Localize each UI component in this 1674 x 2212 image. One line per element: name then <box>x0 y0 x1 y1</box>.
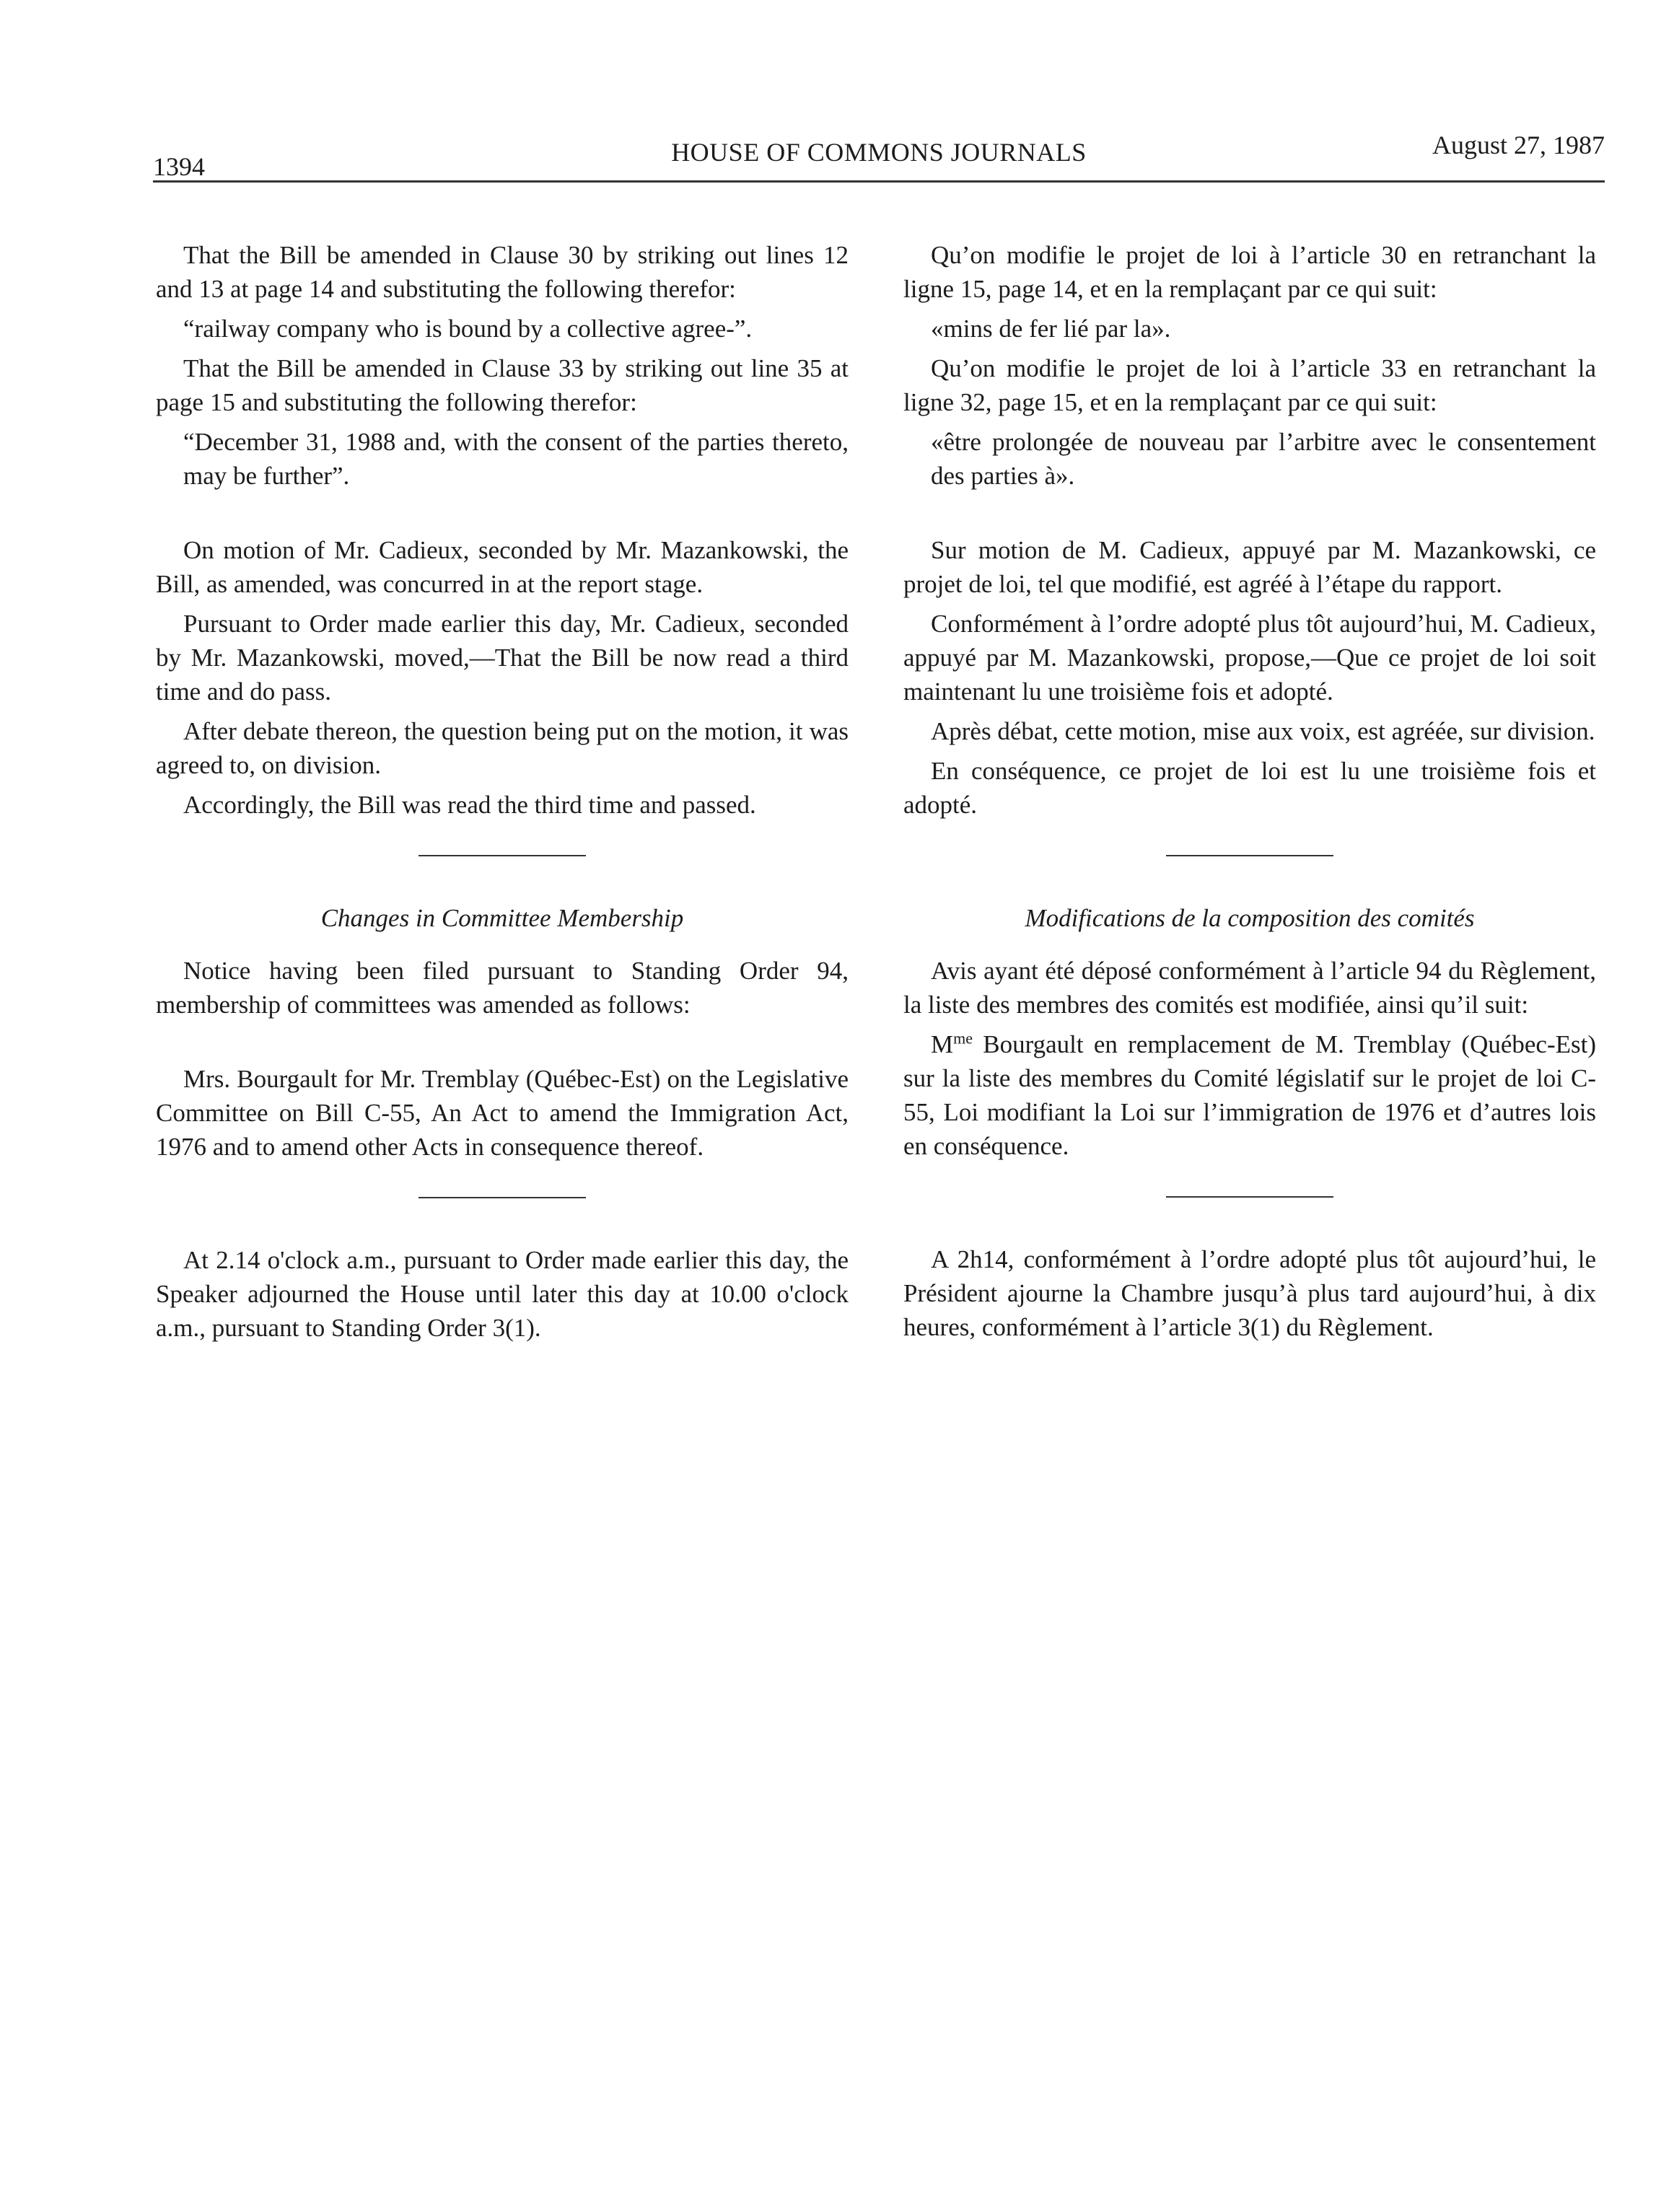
french-column <box>903 238 1596 1350</box>
en-separator <box>418 855 586 856</box>
journal-title: HOUSE OF COMMONS JOURNALS <box>671 138 1087 167</box>
header-rule <box>153 180 1605 183</box>
fr-amend-clause33: Qu’on modifie le projet de loi à l’article 33 en retranchant la ligne 32, page 15, et en la remplaçant par ce qui suit: <box>903 354 1596 416</box>
fr-adjournment: A 2h14, conformément à l’ordre adopté plus tôt aujourd’hui, le Président ajourne la Chambre jusqu’à plus tard aujourd’hui, à dix heures, conformément à l’article 3(1) du Règlement. <box>903 1245 1596 1341</box>
fr-membership-change <box>903 1027 1596 1163</box>
en-separator <box>418 1197 586 1198</box>
fr-quote-clause30: «mins de fer lié par la». <box>931 315 1171 343</box>
fr-notice: Avis ayant été déposé conformément à l’article 94 du Règlement, la liste des membres des comités est modifiée, ainsi qu’il suit: <box>903 957 1596 1019</box>
english-column <box>156 238 849 1351</box>
en-committee-heading: Changes in Committee Membership <box>320 904 684 932</box>
en-amend-clause30: That the Bill be amended in Clause 30 by striking out lines 12 and 13 at page 14 and substituting the following therefor: <box>156 241 849 303</box>
fr-quote-clause33: «être prolongée de nouveau par l’arbitre avec le consentement des parties à». <box>931 428 1596 490</box>
fr-membership-title: M <box>931 1030 954 1058</box>
en-notice: Notice having been filed pursuant to Standing Order 94, membership of committees was amended as follows: <box>156 957 849 1019</box>
fr-accordingly: En conséquence, ce projet de loi est lu une troisième fois et adopté. <box>903 757 1596 819</box>
fr-membership-title-sup: me <box>953 1029 973 1048</box>
page-number: 1394 <box>153 152 205 181</box>
fr-spacer <box>903 499 1596 533</box>
fr-amend-clause30: Qu’on modifie le projet de loi à l’article 30 en retranchant la ligne 15, page 14, et en la remplaçant par ce qui suit: <box>903 241 1596 303</box>
en-spacer <box>156 1027 849 1062</box>
en-amend-clause33: That the Bill be amended in Clause 33 by striking out line 35 at page 15 and substituting the following therefor: <box>156 354 849 416</box>
en-motion-concurred: On motion of Mr. Cadieux, seconded by Mr. Mazankowski, the Bill, as amended, was concurred in at the report stage. <box>156 536 849 598</box>
fr-motion-concurred: Sur motion de M. Cadieux, appuyé par M. Mazankowski, ce projet de loi, tel que modifié, est agréé à l’étape du rapport. <box>903 536 1596 598</box>
fr-separator <box>1166 855 1333 856</box>
journal-date: August 27, 1987 <box>1432 131 1605 159</box>
en-third-reading-motion: Pursuant to Order made earlier this day, Mr. Cadieux, seconded by Mr. Mazankowski, moved,—That the Bill be now read a third time and do pass. <box>156 610 849 706</box>
en-after-debate: After debate thereon, the question being put on the motion, it was agreed to, on division. <box>156 717 849 779</box>
en-quote-clause30: “railway company who is bound by a collective agree-”. <box>183 315 753 343</box>
en-membership-change: Mrs. Bourgault for Mr. Tremblay (Québec-Est) on the Legislative Committee on Bill C-55, An Act to amend the Immigration Act, 1976 and to amend other Acts in consequence thereof. <box>156 1065 849 1161</box>
fr-separator <box>1166 1196 1333 1198</box>
fr-committee-heading: Modifications de la composition des comités <box>1025 904 1475 932</box>
en-quote-clause33: “December 31, 1988 and, with the consent of the parties thereto, may be further”. <box>183 428 849 490</box>
fr-after-debate: Après débat, cette motion, mise aux voix, est agréée, sur division. <box>931 717 1595 745</box>
en-spacer <box>156 499 849 533</box>
en-adjournment: At 2.14 o'clock a.m., pursuant to Order made earlier this day, the Speaker adjourned the House until later this day at 10.00 o'clock a.m., pursuant to Standing Order 3(1). <box>156 1246 849 1342</box>
en-accordingly: Accordingly, the Bill was read the third time and passed. <box>183 791 756 819</box>
fr-membership-text: Bourgault en remplacement de M. Tremblay (Québec-Est) sur la liste des membres du Comité législatif sur le projet de loi C-55, Loi modifiant la Loi sur l’immigration de 1976 et d’autres lois en conséquence. <box>903 1030 1596 1160</box>
fr-third-reading-motion: Conformément à l’ordre adopté plus tôt aujourd’hui, M. Cadieux, appuyé par M. Mazankowski, propose,—Que ce projet de loi soit maintenant lu une troisième fois et adopté. <box>903 610 1596 706</box>
page-header <box>153 130 1605 188</box>
